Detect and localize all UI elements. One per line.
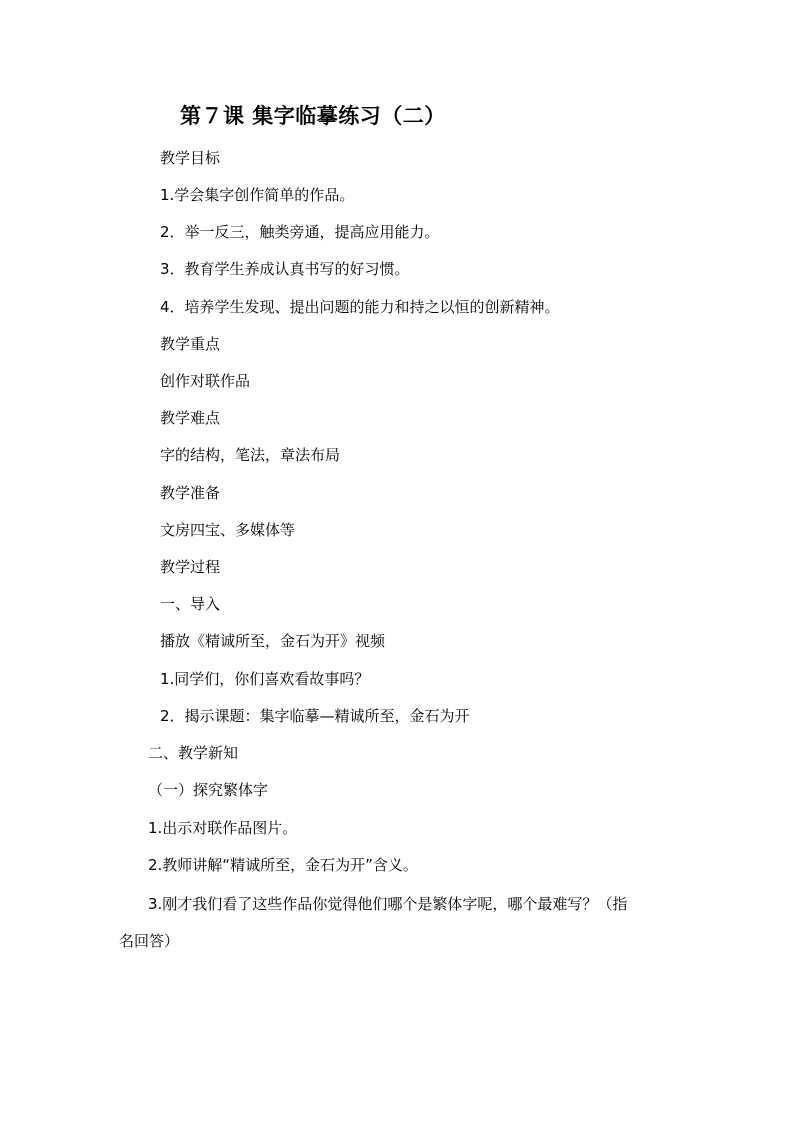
lesson-title: 第７课 集字临摹练习（二） — [180, 103, 446, 128]
preparation-text: 文房四宝、多媒体等 — [160, 521, 296, 539]
step-item-3: 3.刚才我们看了这些作品你觉得他们哪个是繁体字呢，哪个最难写？（指 — [148, 895, 628, 913]
subsection-traditional-chars: （一）探究繁体字 — [148, 781, 269, 799]
intro-video-text: 播放《精诚所至，金石为开》视频 — [160, 632, 386, 650]
heading-preparation: 教学准备 — [160, 484, 221, 502]
heading-process: 教学过程 — [160, 558, 221, 576]
intro-item-2: 2．揭示课题：集字临摹—精诚所至，金石为开 — [160, 707, 470, 725]
step-item-3-continued: 名回答） — [119, 932, 180, 950]
key-points-text: 创作对联作品 — [160, 372, 251, 390]
section-intro: 一、导入 — [160, 595, 221, 613]
step-item-2: 2.教师讲解“精诚所至，金石为开”含义。 — [148, 856, 418, 874]
difficulties-text: 字的结构，笔法，章法布局 — [160, 446, 341, 464]
intro-item-1: 1.同学们，你们喜欢看故事吗？ — [160, 670, 370, 688]
section-new-knowledge: 二、教学新知 — [148, 744, 239, 762]
goal-item-4: 4．培养学生发现、提出问题的能力和持之以恒的创新精神。 — [160, 298, 560, 316]
goal-item-3: 3．教育学生养成认真书写的好习惯。 — [160, 260, 410, 278]
goal-item-1: 1.学会集字创作简单的作品。 — [160, 186, 355, 204]
goal-item-2: 2．举一反三，触类旁通，提高应用能力。 — [160, 223, 440, 241]
step-item-1: 1.出示对联作品图片。 — [148, 819, 298, 837]
heading-key-points: 教学重点 — [160, 335, 221, 353]
heading-difficulties: 教学难点 — [160, 409, 221, 427]
heading-teaching-goals: 教学目标 — [160, 149, 221, 167]
